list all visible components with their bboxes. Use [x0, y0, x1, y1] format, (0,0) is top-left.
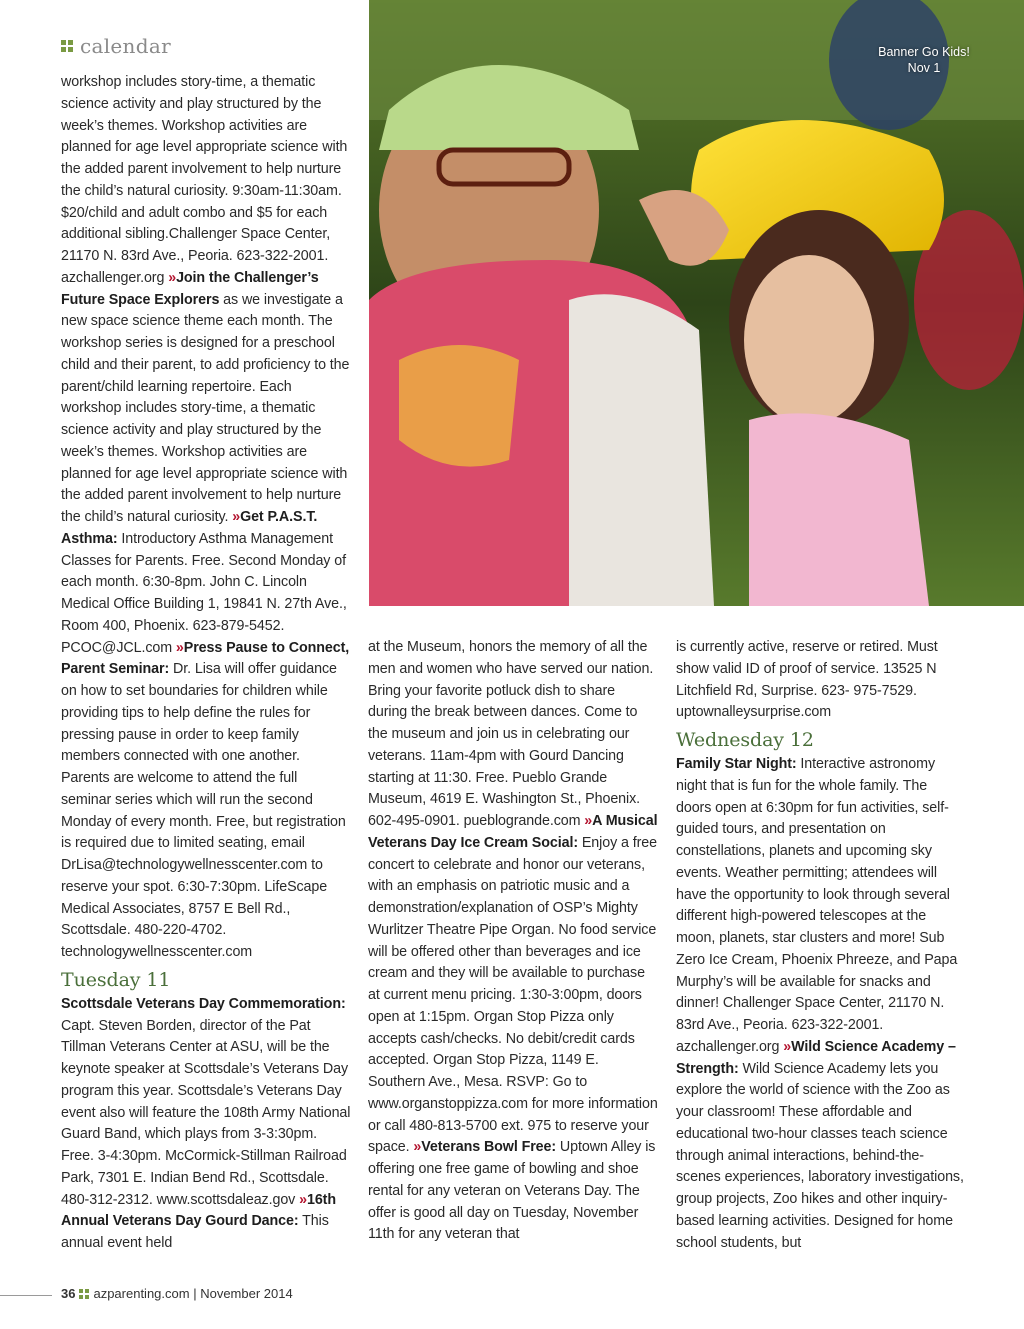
event-paragraph: Family Star Night: Interactive astronomy night that is fun for the whole family. The doors open at 6:30pm for fun activities, self-guided tours, and presentation on constellations, planets and upcoming sky events. Weather permitting; attendees will have the opportunity to look through several different high-powered telescopes at the moon, planets, star clusters and more! Sub Zero Ice Cream, Phoenix Phreeze, and Papa Murphy’s will be available for snacks and dinner! Challenger Space Center, 21170 N. 83rd Ave., Peoria. 623-322-2001. azchallenger.org »Wild Science Academy – Strength: Wild Science Academy lets you explore the world of science with the Zoo as your classroom! These affordable and educational two-hour classes teach science through animal interactions, behind-the-scenes experiences, laboratory investigations, group projects, Zoo hikes and other inquiry-based learning activities. Designed for home school students, but: [676, 756, 964, 1251]
section-title: calendar: [80, 34, 171, 58]
event-paragraph: Scottsdale Veterans Day Commemoration: Capt. Steven Borden, director of the Pat Tillman Veterans Center at ASU, will be the keynote speaker at Scottsdale’s Veterans Day program this year. Scottsdale’s Veterans Day event also will feature the 108th Army National Guard Band, which plays from 3-3:30pm. Free. 3-4:30pm. McCormick-Stillman Railroad Park, 7301 E. Indian Bend Rd., Scottsdale. 480-312-2312. www.scottsdaleaz.gov »16th Annual Veterans Day Gourd Dance: This annual event held: [61, 995, 351, 1251]
column-2: [368, 637, 658, 1246]
page-number: 36: [61, 1286, 76, 1301]
event-title: Family Star Night:: [676, 756, 797, 772]
event-title: Wild Science Academy – Strength:: [676, 1038, 956, 1077]
event-title: Scottsdale Veterans Day Commemoration:: [61, 995, 346, 1012]
footer-site: azparenting.com: [93, 1286, 190, 1301]
event-title: 16th Annual Veterans Day Gourd Dance:: [61, 1191, 336, 1230]
event-title: Press Pause to Connect, Parent Seminar:: [61, 639, 350, 678]
column-1: [61, 72, 351, 1255]
grid-dots-icon: [79, 1289, 89, 1299]
event-title: Get P.A.S.T. Asthma:: [61, 509, 318, 547]
event-paragraph: at the Museum, honors the memory of all the men and women who have served our nation. Bring your favorite potluck dish to share during the break between dances. Come to the museum and join us in celebrating our veterans. 11am-4pm with Gourd Dancing starting at 11:30. Free. Pueblo Grande Museum, 4619 E. Washington St., Phoenix. 602-495-0901. pueblogrande.com »A Musical Veterans Day Ice Cream Social: Enjoy a free concert to celebrate and honor our veterans, with an emphasis on patriotic music and a demonstration/explanation of OSP’s Mighty Wurlitzer Theatre Pipe Organ. No food service will be offered other than beverages and ice cream and they will be available to purchase at current menu pricing. 1:30-3:00pm, doors open at 1:15pm. Organ Stop Pizza only accepts cash/checks. No debit/credit cards accepted. Organ Stop Pizza, 1149 E. Southern Ave., Mesa. RSVP: Go to www.organstoppizza.com for more information or call 480-813-5700 ext. 975 to reserve your space. »Veterans Bowl Free: Uptown Alley is offering one free game of bowling and shoe rental for any veteran on Veterans Day. The offer is good all day on Tuesday, November 11th for any veteran that: [368, 639, 658, 1243]
day-heading-wednesday: Wednesday 12: [676, 729, 814, 751]
event-title: Veterans Bowl Free:: [421, 1139, 557, 1156]
grid-dots-icon: [61, 40, 74, 53]
footer-text: 36 azparenting.com | November 2014: [61, 1286, 293, 1301]
footer-issue: November 2014: [200, 1286, 293, 1301]
page-footer: [0, 1285, 1024, 1305]
section-label: [61, 34, 171, 58]
event-title: A Musical Veterans Day Ice Cream Social:: [368, 813, 658, 851]
event-paragraph: workshop includes story-time, a thematic science activity and play structured by the week’s themes. Workshop activities are planned for age level appropriate science with the added parent involvement to help nurture the child’s natural curiosity. 9:30am-11:30am. $20/child and adult combo and $5 for each additional sibling.Challenger Space Center, 21170 N. 83rd Ave., Peoria. 623-322-2001. azchallenger.org »Join the Challenger’s Future Space Explorers as we investigate a new space science theme each month. The workshop series is designed for a preschool child and their parent, to add proficiency to the parent/child learning repertoire. Each workshop includes story-time, a thematic science activity and play structured by the week’s themes. Workshop activities are planned for age level appropriate science with the added parent involvement to help nurture the child’s natural curiosity. »Get P.A.S.T. Asthma: Introductory Asthma Management Classes for Parents. Free. Second Monday of each month. 6:30-8pm. John C. Lincoln Medical Office Building 1, 19841 N. 27th Ave., Room 400, Phoenix. 623-879-5452. PCOC@JCL.com »Press Pause to Connect, Parent Seminar: Dr. Lisa will offer guidance on how to set boundaries for children while providing tips to help define the rules for pressing pause in order to keep family members connected with one another. Parents are welcome to attend the full seminar series which will run the second Monday of every month. Free, but registration is required due to limited seating, email DrLisa@technologywellnesscenter.com to reserve your spot. 6:30-7:30pm. LifeScape Medical Associates, 8757 E Bell Rd., Scottsdale. 480-220-4702. technologywellnesscenter.com: [61, 74, 350, 960]
footer-rule: [0, 1295, 52, 1296]
event-paragraph: is currently active, reserve or retired. Must show valid ID of proof of service. 13525 N Litchfield Rd, Surprise. 623- 975-7529. uptownalleysurprise.com: [676, 639, 938, 721]
photo-banner-go-kids: [369, 0, 1024, 606]
event-title: Join the Challenger’s Future Space Explorers: [61, 269, 319, 308]
photo-illustration: [369, 0, 1024, 606]
column-3: [676, 637, 966, 1254]
day-heading-tuesday: Tuesday 11: [61, 968, 171, 991]
photo-caption: Banner Go Kids! Nov 1: [878, 45, 970, 75]
